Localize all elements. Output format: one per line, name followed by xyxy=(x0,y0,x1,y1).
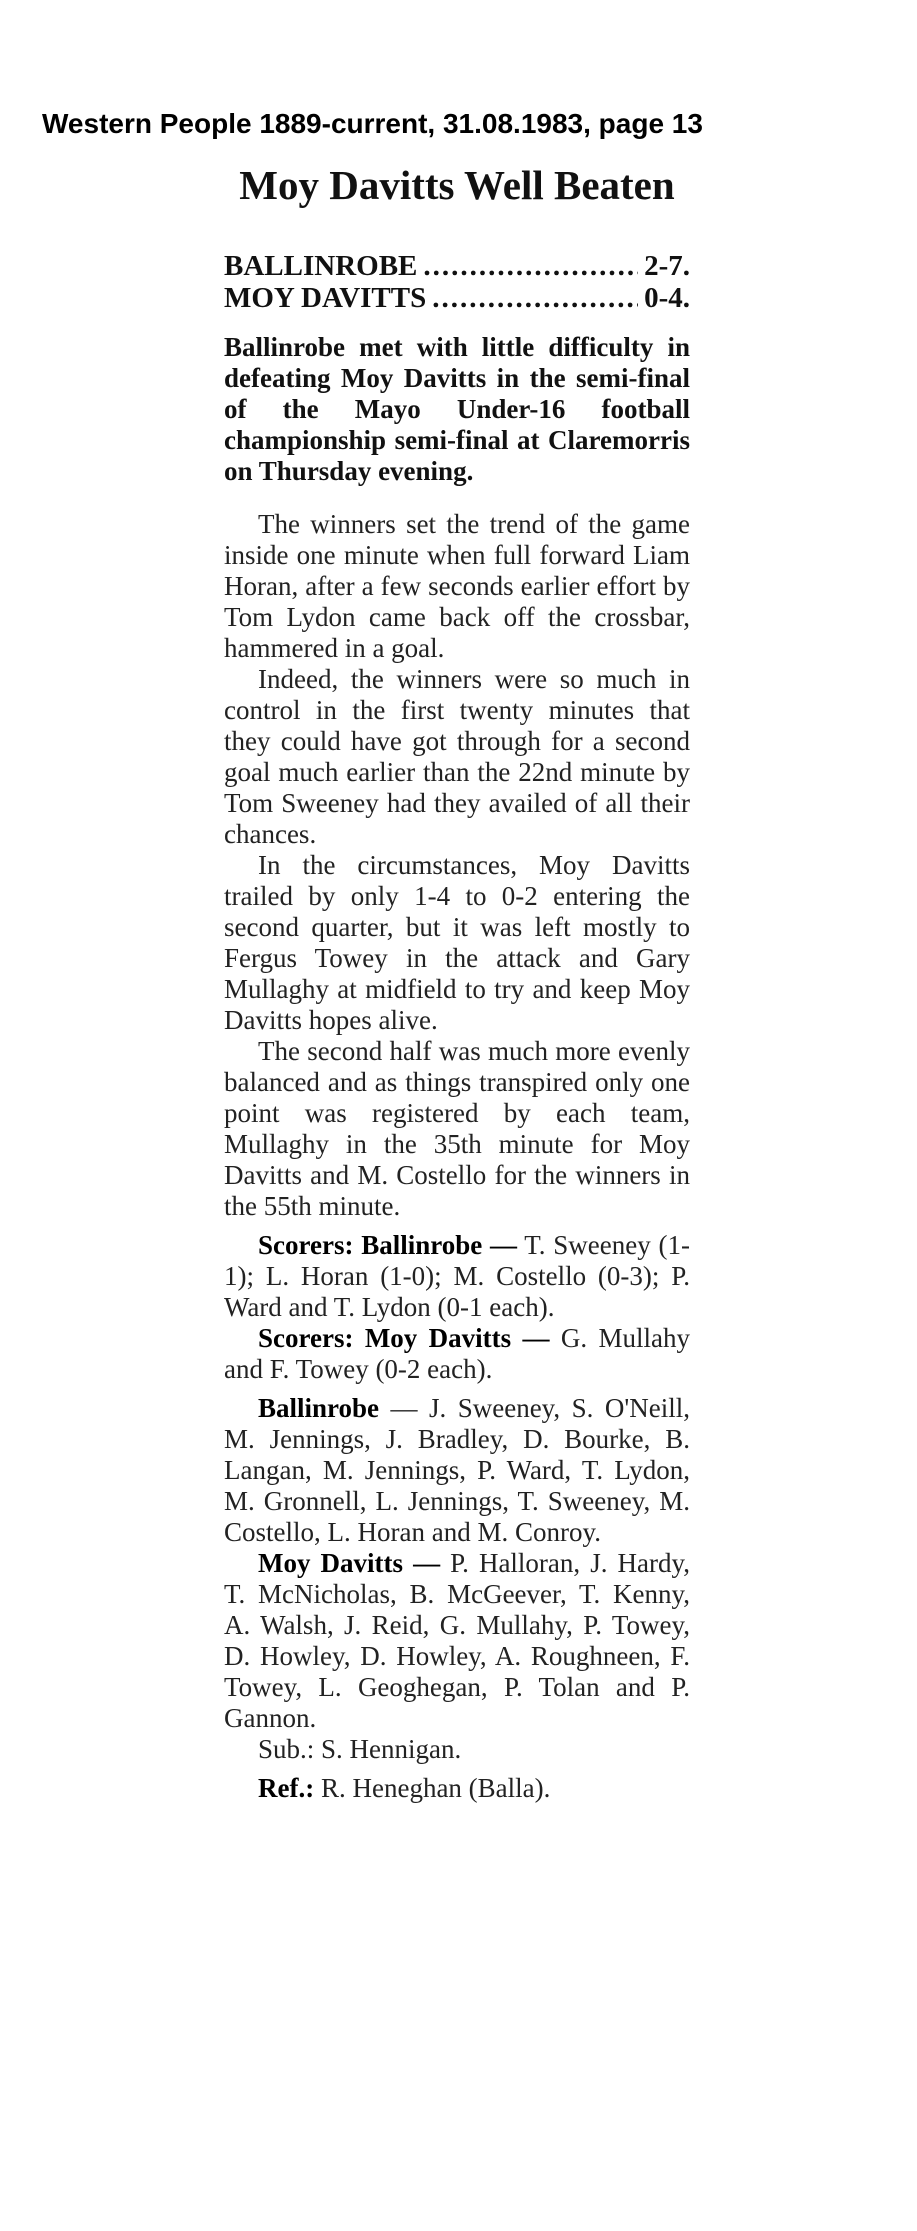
article-body xyxy=(224,509,690,1804)
scorers-text: T. Sweeney (1-1); L. Horan (1-0); M. Costello (0-3); P. Ward and T. Lydon (0-1 each). xyxy=(224,1230,690,1322)
scorers-moy-davitts xyxy=(224,1323,690,1385)
home-score: 2-7. xyxy=(644,250,690,282)
team-label: Ballinrobe xyxy=(258,1393,380,1423)
team-list: P. Halloran, J. Hardy, T. McNicholas, B. McGeever, T. Kenny, A. Walsh, J. Reid, G. Mullahy, P. Towey, D. Howley, D. Howley, A. Roughneen, F. Towey, L. Geoghegan, P. Tolan and P. Gannon. xyxy=(224,1548,690,1733)
headline: Moy Davitts Well Beaten xyxy=(239,162,675,208)
body-paragraph: In the circumstances, Moy Davitts trailed by only 1-4 to 0-2 entering the second quarter, but it was left mostly to Fergus Towey in the attack and Gary Mullaghy at midfield to try and keep Moy Davitts hopes alive. xyxy=(224,850,690,1035)
team-moy-davitts xyxy=(224,1548,690,1734)
away-score: 0-4. xyxy=(644,282,690,314)
home-team: BALLINROBE xyxy=(224,250,418,282)
result-block xyxy=(224,250,690,314)
team-label: Moy Davitts — xyxy=(258,1548,441,1578)
scorers-label: Scorers: Moy Davitts — xyxy=(258,1323,550,1353)
body-paragraph: Indeed, the winners were so much in control in the first twenty minutes that they could have got through for a second goal much earlier than the 22nd minute by Tom Sweeney had they availed of all their chances. xyxy=(224,664,690,849)
referee-label: Ref.: xyxy=(258,1773,315,1803)
away-team: MOY DAVITTS xyxy=(224,282,427,314)
body-paragraph: The second half was much more evenly balanced and as things transpired only one point was registered by each team, Mullaghy in the 35th minute for Moy Davitts and M. Costello for the winners in the 55th minute. xyxy=(224,1036,690,1221)
scorers-text: G. Mullahy and F. Towey (0-2 each). xyxy=(224,1323,690,1384)
scorers-ballinrobe xyxy=(224,1230,690,1323)
leader-dots xyxy=(432,282,638,314)
article xyxy=(224,160,690,1804)
team-list: — J. Sweeney, S. O'Neill, M. Jennings, J. Bradley, D. Bourke, B. Langan, M. Jennings, P. Ward, T. Lydon, M. Gronnell, L. Jennings, T. Sweeney, M. Costello, L. Horan and M. Conroy. xyxy=(224,1393,690,1547)
result-line-home xyxy=(224,250,690,282)
scorers-label: Scorers: Ballinrobe — xyxy=(258,1230,518,1260)
body-paragraph: The winners set the trend of the game inside one minute when full forward Liam Horan, after a few seconds earlier effort by Tom Lydon came back off the crossbar, hammered in a goal. xyxy=(224,509,690,663)
referee-name: R. Heneghan (Balla). xyxy=(314,1773,551,1803)
source-caption: Western People 1889-current, 31.08.1983, page 13 xyxy=(42,108,703,139)
substitute-line: Sub.: S. Hennigan. xyxy=(258,1734,462,1764)
result-line-away xyxy=(224,282,690,314)
lead-paragraph: Ballinrobe met with little difficulty in defeating Moy Davitts in the semi-final of the Mayo Under-16 football championship semi-final at Claremorris on Thursday evening. xyxy=(224,332,690,486)
team-ballinrobe xyxy=(224,1393,690,1548)
referee-line xyxy=(224,1773,690,1804)
leader-dots xyxy=(423,250,638,282)
